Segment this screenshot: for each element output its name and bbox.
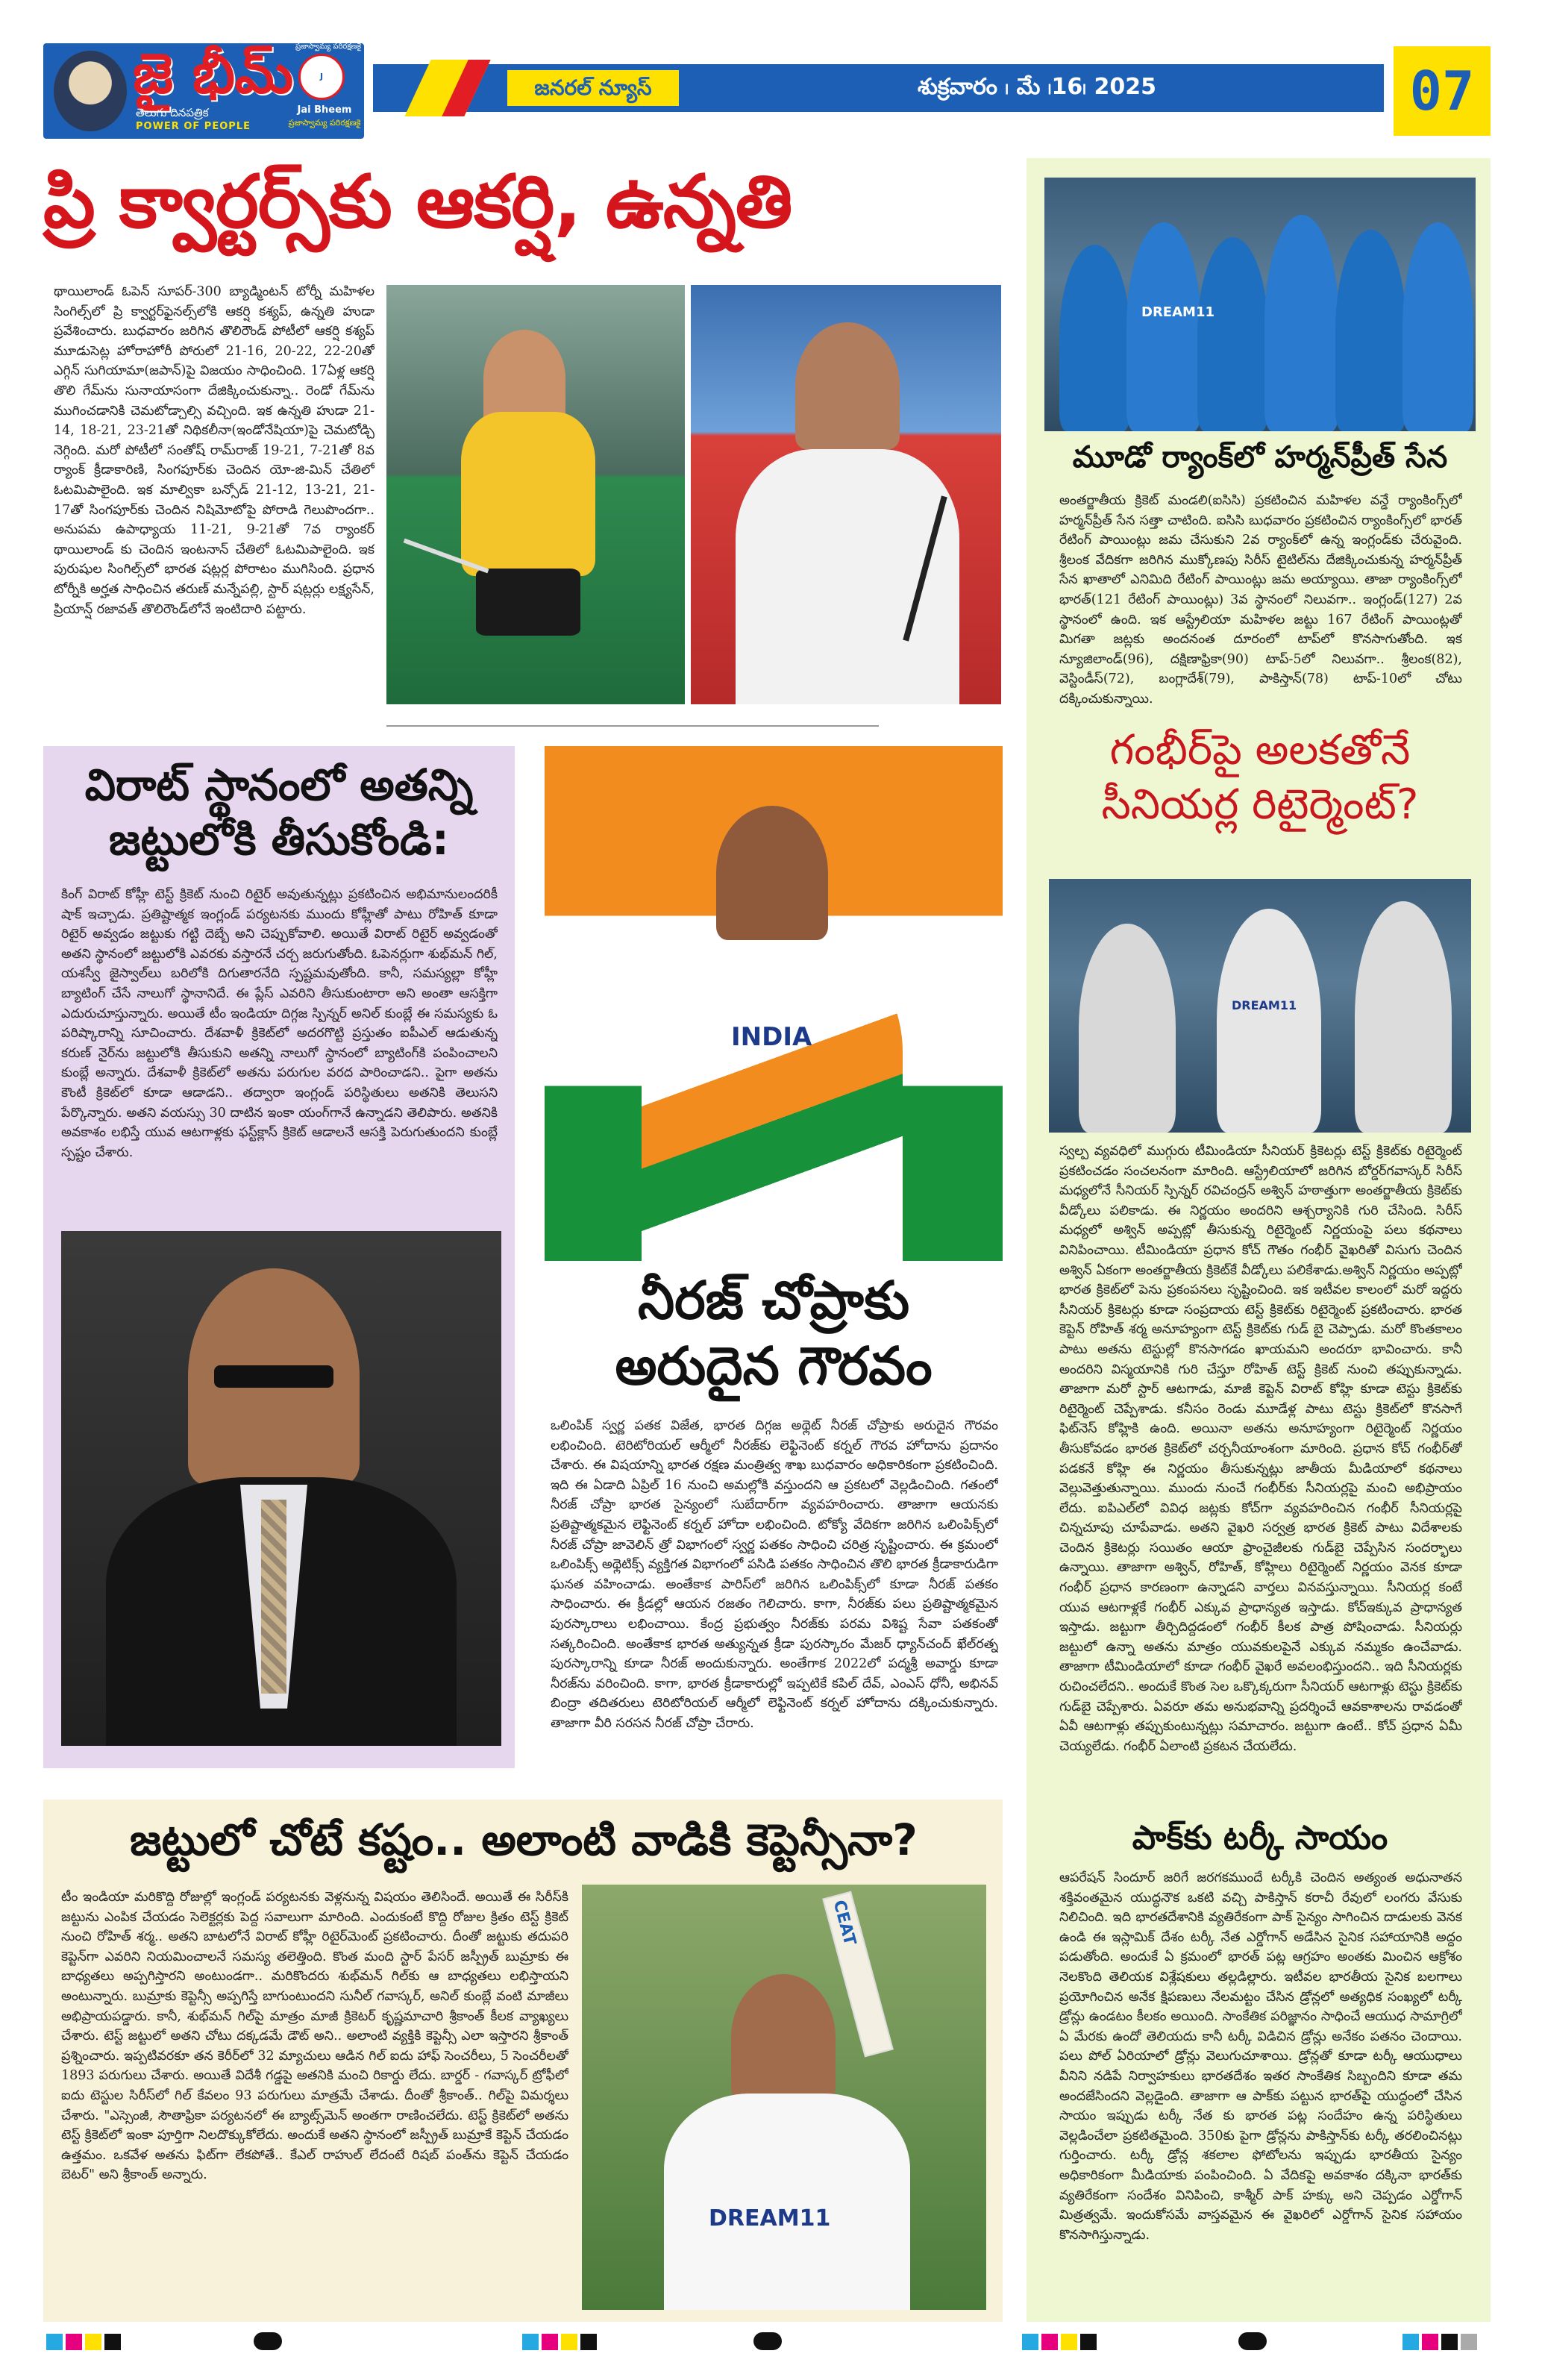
dream11-womens-jersey-label: DREAM11: [1141, 304, 1215, 320]
ceat-bat-label: CEAT: [829, 1898, 859, 1948]
registration-magenta: [1422, 2334, 1438, 2350]
dream11-jersey-label: DREAM11: [709, 2205, 831, 2232]
story2-body: కింగ్ విరాట్ కోహ్లీ టెస్ట్ క్రికెట్ నుంచి రిటైర్ అవుతున్నట్లు ప్రకటించిన అభిమానులందరికీ షాక్ ఇచ్చాడు. ప్రతిష్టాత్మక ఇంగ్లండ్ పర్యటనకు ముందు కోహ్లీతో పాటు రోహిత్ కూడా రిటైర్ అవ్వడం జట్టుకు గట్టి దెబ్బే అని చెప్పుకోవాలి. అయితే విరాట్ రిటైర్ అవ్వడంతో అతని స్థానంలో జట్టులోకి ఎవరకు వస్తారనే చర్చ జరుగుతోంది. ఓపెనర్లుగా శుభ్‌మన్ గిల్, యశస్వీ జైస్వాల్‌లు బరిలోకి దిగుతారనేది స్పష్టమవుతోంది. కానీ, సమస్యల్లా కోహ్లీ బ్యాటింగ్ చేసే నాలుగో స్థానానిదే. ఈ ప్లేస్ ఎవరిని తీసుకుంటారా అని అంతా ఆసక్తిగా ఎదురుచూస్తున్నారు. అయితే టీం ఇండియా దిగ్గజ స్పిన్నర్ అనిల్ కుంబ్లే ఈ సమస్యకు ఓ పరిష్కారాన్ని సూచించారు. దేశవాళీ క్రికెట్‌లో అదరగొట్టి ప్రస్తుతం ఐపీఎల్ ఆడుతున్న కరుణ్ నైర్‌ను జట్టులోకి తీసుకుని అతన్ని నాలుగో స్థానంలో బ్యాటింగ్‌కి పంపించాలని కుంబ్లే అన్నారు. దేశవాళీ క్రికెట్‌లో అతను పరుగుల వరద పారించాడని.. పైగా అతను కౌంటీ క్రికెట్‌లో కూడా ఆడాడని.. తద్వారా ఇంగ్లండ్ పరిస్థితులు అతనికి తెలుసని పేర్కొన్నారు. అతని వయస్సు 30 దాటిన ఇంకా యంగ్‌గానే ఉన్నాడని తెలిపారు. అతనికి అవకాశం లభిస్తే యువ ఆటగాళ్లకు ఫస్ట్‌క్లాస్ క్రికెట్ ఆడాలనే ఆసక్తి పెరుగుతుందని కుంబ్లే స్పష్టం చేశారు.: [61, 887, 498, 1160]
story5-body: అంతర్జాతీయ క్రికెట్ మండలి(ఐసిసి) ప్రకటించిన మహిళల వన్డే ర్యాంకింగ్స్‌లో హర్మన్‌ప్రీత్ సేన సత్తా చాటింది. ఐసిసి బుధవారం ప్రకటించిన ర్యాంకింగ్స్‌లో భారత్ రేటింగ్ పాయింట్లు జమ చేసుకుని 2వ ర్యాంక్‌లో ఉన్న ఇంగ్లండ్‌కు చేరువైంది. శ్రీలంక వేదికగా జరిగిన ముక్కోణపు సిరీస్ టైటిల్‌ను దేజిక్కించుకున్న హర్మన్‌ప్రీత్ సేన ఖాతాలో ఎనిమిది రేటింగ్ పాయింట్లు జమ అయ్యాయి. తాజా ర్యాంకింగ్స్‌లో భారత్(121 రేటింగ్ పాయింట్లు) 3వ స్థానంలో నిలువగా.. ఇంగ్లండ్(127) 2వ స్థానంలో ఉంది. ఇక ఆస్ట్రేలియా మహిళల జట్టు 167 రేటింగ్ పాయింట్లతో మిగతా జట్లకు అందనంత దూరంలో టాప్‌లో కొనసాగుతోంది. ఇక న్యూజిలాండ్(96), దక్షిణాఫ్రికా(90) టాప్-5లో నిలువగా.. శ్రీలంక(82), వెస్టిండీస్(72), బంగ్లాదేశ్(79), పాకిస్తాన్(78) టాప్-10లో చోటు దక్కించుకున్నాయి.: [1059, 493, 1462, 707]
masthead-logo[interactable]: [43, 43, 364, 139]
logo-power-text: POWER OF PEOPLE: [136, 121, 251, 132]
section-label: జనరల్ న్యూస్: [507, 70, 679, 106]
registration-cyan: [522, 2334, 539, 2350]
registration-mark: [254, 2332, 282, 2350]
akarshi-kashyap-photo: [386, 285, 685, 704]
indian-women-team-photo: [1044, 178, 1476, 431]
shubman-gill-photo: [582, 1885, 986, 2310]
registration-magenta: [1041, 2334, 1058, 2350]
registration-mark: [1238, 2332, 1267, 2350]
registration-black: [1080, 2334, 1097, 2350]
issue-date: శుక్రవారం ၊ మే ၊16၊ 2025: [918, 74, 1156, 100]
registration-cyan: [1022, 2334, 1038, 2350]
registration-black: [104, 2334, 121, 2350]
story4-body: టీం ఇండియా మరికొద్ది రోజుల్లో ఇంగ్లండ్ పర్యటనకు వెళ్లనున్న విషయం తెలిసిందే. అయితే ఈ సిరీస్‌కి జట్టును ఎంపిక చేయడం సెలెక్టర్లకు పెద్ద సవాలుగా మారింది. ఎందుకంటే కొద్ది రోజుల క్రితం టెస్ట్ క్రికెట్ నుంచి రోహిత్ శర్మ.. అతని బాటలోనే విరాట్ కోహ్లీ రిటైర్‌మెంట్ ప్రకటించారు. దీంతో జట్టుకు తదుపరి కెప్టెన్‌గా ఎవరిని నియమించాలనే సమస్య తలెత్తింది. కొంత మంది స్టార్ పేసర్ జస్ప్రీత్ బుమ్రాకు ఈ బాధ్యతలు అప్పగిస్తారని అంటుండగా.. మరికొందరు శుభ్‌మన్ గిల్‌కు ఆ బాధ్యతలు లభిస్తాయని అంటున్నారు. బుమ్రాకు కెప్టెన్సీ అప్పగిస్తే బాగుంటుందని సునీల్ గవాస్కర్, అనిల్ కుంబ్లే వంటి మాజీలు అభిప్రాయపడ్డారు. కానీ, శుభ్‌మన్ గిల్‌పై మాత్రం మాజీ క్రికెటర్ కృష్ణమాచారి శ్రీకాంత్ కీలక వ్యాఖ్యలు చేశారు. టెస్ట్ జట్టులో అతని చోటు దక్కడమే డౌట్ అని.. అలాంటి వ్యక్తికి కెప్టెన్సీ ఎలా ఇస్తారని శ్రీకాంత్ ప్రశ్నించారు. ఇప్పటివరకూ తన కెరీర్‌లో 32 మ్యాచులు ఆడిన గిల్ ఐదు హాఫ్ సెంచరీలు, 5 సెంచరీలతో 1893 పరుగులు చేశారు. అయితే విదేశీ గడ్డపై అతనికి మంచి రికార్డు లేదు. బార్డర్ - గవాస్కర్ ట్రోఫీలో ఐదు టెస్టుల సిరీస్‌లో గిల్ కేవలం 93 పరుగులు మాత్రమే చేశాడు. దీంతో శ్రీకాంత్.. గిల్‌పై విమర్శలు చేశారు. "ఎస్సెంజీ, సౌతాఫ్రికా పర్యటనలో ఈ బ్యాట్స్‌మెన్ అంతగా రాణించలేదు. టెస్ట్ క్రికెట్‌లో అతను టెస్ట్ క్రికెట్‌లో ఇంకా పూర్తిగా నిలదొక్కుకోలేదు. అందుకే అతని స్థానంలో జస్ప్రీత్ బుమ్రాకే కెప్టెన్ చేయడం ఉత్తమం. ఒకవేళ అతను ఫిట్‌గా లేకపోతే.. కేఎల్ రాహుల్ లేదంటే రిషబ్ పంత్‌ను కెప్టెన్ చేయడం బెటర్" అని శ్రీకాంత్ అన్నారు.: [61, 1890, 568, 2183]
registration-mark: [753, 2332, 782, 2350]
logo-title: జై భీమ్: [133, 42, 294, 106]
story3-body: ఒలింపిక్ స్వర్ణ పతక విజేత, భారత దిగ్గజ అథ్లెట్ నీరజ్ చోప్రాకు అరుదైన గౌరవం లభించింది. టెరిటోరియల్ ఆర్మీలో నీరజ్‌కు లెఫ్టినెంట్ కర్నల్ గౌరవ హోదాను ప్రదానం చేశారు. ఈ విషయాన్ని భారత రక్షణ మంత్రిత్వ శాఖ బుధవారం అధికారికంగా ప్రకటించింది. ఇది ఈ ఏడాది ఏప్రిల్ 16 నుంచి అమల్లోకి వస్తుందని ఆ ప్రకటలో వెల్లడించింది. గతంలో నీరజ్ చోప్రా భారత సైన్యంలో సుబేదార్‌గా వ్యవహరించారు. తాజాగా ఆయనకు ప్రతిష్టాత్మకమైన లెఫ్టినెంట్ కర్నల్ హోదా లభించింది. టోక్యో వేదికగా జరిగిన ఒలింపిక్స్‌లో నీరజ్ చోప్రా జావెలిన్ త్రో విభాగంలో స్వర్ణ పతకం సాధించి చరిత్ర సృష్టించారు. ఈ క్రమంలో ఒలింపిక్స్ అథ్లెటిక్స్ వ్యక్తిగత విభాగంలో పసిడి పతకం సాధించిన తొలి భారత క్రీడాకారుడిగా ఘనత వహించాడు. అంతేకాక పారిస్‌లో జరిగిన ఒలింపిక్స్‌లో కూడా నీరజ్ పతకం సాధించారు. ఈ క్రీడల్లో ఆయన రజతం గెలిచారు. కాగా, నీరజ్‌కు పలు ప్రతిష్టాత్మకమైన పురస్కారాలు లభించాయి. కేంద్ర ప్రభుత్వం నీరజ్‌కు పరమ విశిష్ట సేవా పతకంతో సత్కరించింది. అంతేకాక భారత అత్యున్నత క్రీడా పురస్కారం మేజర్ ధ్యాన్‌చంద్ ఖేల్‌రత్న పురస్కారాన్ని కూడా నీరజ్ అందుకున్నారు. అంతేగాక 2022లో పద్మశ్రీ అవార్డు కూడా నీరజ్‌ను వరించింది. కాగా, భారత క్రీడాకారుల్లో ఇప్పటికే కపిల్ దేవ్, ఎంఎస్ ధోనీ, అభినవ్ బింద్రా తదితరులు టెరిటోరియల్ ఆర్మీలో లెఫ్టినెంట్ కర్నల్ హోదాను దక్కించుకున్నారు. తాజాగా వీరి సరసన నీరజ్ చోప్రా చేరారు.: [551, 1418, 998, 1731]
story4-headline[interactable]: జట్టులో చోటే కష్టం.. అలాంటి వాడికి కెప్టెన్సీనా?: [130, 1814, 918, 1865]
unnati-hooda-photo: [691, 285, 1001, 704]
badge-subtext: ప్రజాస్వామ్య పరిరక్షణకై: [288, 118, 361, 128]
badge-top-text: ప్రజాస్వామ్య పరిరక్షణకై: [295, 43, 362, 51]
neeraj-chopra-photo: [545, 746, 1003, 1261]
registration-yellow: [561, 2334, 577, 2350]
dream11-team-jersey-label: DREAM11: [1232, 998, 1297, 1012]
registration-cyan: [1402, 2334, 1419, 2350]
registration-gray: [1461, 2334, 1477, 2350]
story3-headline[interactable]: [545, 1268, 1003, 1399]
story2-headline[interactable]: విరాట్ స్థానంలో అతన్ని జట్టులోకి తీసుకోండి:: [84, 760, 474, 865]
registration-magenta: [542, 2334, 558, 2350]
divider-line: [386, 725, 879, 727]
registration-cyan: [46, 2334, 63, 2350]
gambhir-rohit-kohli-photo: [1049, 879, 1471, 1133]
registration-black: [580, 2334, 597, 2350]
story6-body: స్వల్ప వ్యవధిలో ముగ్గురు టీమిండియా సీనియర్ క్రికెటర్లు టెస్ట్ క్రికెట్‌కు రిటైర్మెంట్ ప్రకటించడం సంచలనంగా మారింది. ఆస్ట్రేలియాలో జరిగిన బోర్డర్‌గవాస్కర్ సిరీస్ మధ్యలోనే సీనియర్ స్పిన్నర్ రవిచంద్రన్ అశ్విన్ హఠాత్తుగా అంతర్జాతీయ క్రికెట్‌కు వీడ్కోలు పలికాడు. ఈ నిర్ణయం అందరిని ఆశ్చర్యానికి గురి చేసింది. సిరీస్ మధ్యలో అశ్విన్ అప్పట్లో తీసుకున్న రిటైర్మెంట్ నిర్ణయంపై పలు కథనాలు వినిపించాయి. టీమిండియా ప్రధాన కోచ్ గౌతం గంభీర్ వైఖరితో విసుగు చెందిన అశ్విన్ ఏకంగా అంతర్జాతీయ క్రికెట్‌కే వీడ్కోలు పలికేశాడు.అశ్విన్ నిర్ణయం అప్పట్లో భారత క్రికెట్‌లో పెను ప్రకంపనలు సృష్టించింది. ఇక ఇటీవల కాలంలో మరో ఇద్దరు సీనియర్ క్రికెటర్లు కూడా సంప్రదాయ టెస్ట్ క్రికెట్‌కు రిటైర్మెంట్ ప్రకటించారు. భారత కెప్టెన్ రోహిత్ శర్మ అనూహ్యంగా టెస్ట్ క్రికెట్‌కు గుడ్ బై చెప్పాడు. మరో కొంతకాలం పాటు అతను టెస్టుల్లో కొనసాగడం ఖాయమని అందరూ భావించారు. కానీ అందరిని విస్మయానికి గురి చేస్తూ రోహిత్ టెస్ట్ క్రికెట్ నుంచి తప్పుకున్నాడు. తాజాగా మరో స్టార్ ఆటగాడు, మాజీ కెప్టెన్ విరాట్ కోహ్లి కూడా టెస్టు క్రికెట్‌కు రిటైర్మెంట్ చెప్పేశాడు. కనీసం రెండు మూడేళ్ల పాటు టెస్టు క్రికెట్‌లో కొనసాగే ఫిట్‌నెస్ కోహ్లికి ఉంది. అయినా అతను అనూహ్యంగా రిటైర్మెంట్ నిర్ణయం తీసుకోవడం భారత క్రికెట్‌లో చర్చనీయాంశంగా మారింది. ప్రధాన కోచ్ గంభీర్‌తో పడకనే కోహ్లి ఈ నిర్ణయం తీసుకున్నట్లు జాతీయ మీడియాలో కథనాలు వెల్లువెత్తుతున్నాయి. ముందు నుంచే గంభీర్‌కు సీనియర్లపై మంచి అభిప్రాయం లేదు. ఐపిఎల్‌లో వివిధ జట్లకు కోచ్‌గా వ్యవహరించిన గంభీర్ సీనియర్లపై చిన్నచూపు చూపేవాడు. అతని వైఖరి సర్వత్ర భారత క్రికెట్ పాటు విదేశాలకు చెందిన క్రికెటర్లు సయితం ఆయా ఫ్రాంచైజీలకు గుడ్‌బై చెప్పేసిన సందర్భాలు ఉన్నాయి. తాజాగా అశ్విన్, రోహిత్, కోహ్లిలు రిటైర్మెంట్ నిర్ణయం వెనక కూడా గంభీర్ ప్రధాన కారణంగా ఉన్నాడని వార్తలు వినవస్తున్నాయి. సీనియర్ల కంటే యువ ఆటగాళ్లకే గంభీర్ ఎక్కువ ప్రాధాన్యత ఇస్తాడు. కోచ్‌ఇక్కువ ప్రాధాన్యత ఇస్తాడు. జట్టుగా తీర్చిదిద్దడంలో గంభీర్ కీలక పాత్ర పోషించాడు. సీనియర్లు జట్టులో ఉన్నా అతను మాత్రం యువకులపైనే ఎక్కువ నమ్మకం ఉంచేవాడు. తాజాగా టీమిండియాలో కూడా గంభీర్ వైఖరే అవలంభిస్తుందని.. ఇది సీనియర్లకు రుచించలేదని.. అందుకే కొంత సెల ఒక్కొక్కరుగా సీనియర్ ఆటగాళ్లు టెస్టు క్రికెట్‌కు గుడ్‌బై చెప్పేశారు. ఏవరూ తమ అనుభవాన్ని ప్రదర్శించే ఆవకాశాలను రావడంతో ఏవీ ఆటగాళ్లు తప్పుకుంటున్నట్లు సమాచారం. జట్టుగా ఉంటే.. కోచ్ ప్రధాన ఏమీ చెయ్యలేడు. గంభీర్ ఏలాంటి ప్రకటన చేయలేదు.: [1059, 1144, 1462, 1754]
story7-headline[interactable]: పాక్‌కు టర్కీ సాయం: [1132, 1819, 1388, 1857]
ambedkar-portrait-icon: [54, 51, 127, 131]
anil-kumble-photo: [61, 1231, 501, 1746]
story7-body: ఆపరేషన్ సిందూర్ జరిగే జరగకముందే టర్కీకి చెందిన అత్యంత అధునాతన శక్తివంతమైన యుద్ధనౌక ఒకటి వచ్చి పాకిస్తాన్ కరాచీ రేవులో లంగరు వేసుకు నిలిచింది. ఇది భారతదేశానికి వ్యతిరేకంగా పాక్ సైన్యం సాగించిన దాడులకు వెనక ఉండి ఈ ఇస్లామిక్ దేశం టర్కీ నేత ఎర్డోగాన్ అడేసిన సైనిక సహాయానికి అద్దం పడుతోంది. అందుకే ఏ క్రమంలో భారత్ పట్ల ఆగ్రహం అంతకు మించిన ఆక్రోశం నెలకొంది తెలియక విశ్లేషకులు తల్లడిల్లారు. ఇటీవల భారతీయ సైనిక బలగాలు ప్రయోగించిన అనేక క్షిపణులు నేలమట్టం చేసిన డ్రోన్లలో అత్యధిక సంఖ్యలో టర్కీ డ్రోన్లు ఉండటం కీలకం అయింది. సాంకేతిక పరిజ్ఞానం సాధించే ఆయుధ సామాగ్రిలో ఏ మేరకు ఉందో తెలియదు కానీ టర్కీ విడిచిన డ్రోన్లు అనేకం పతనం చెందాయి. పలు పోల్ ఏరియాలో డ్రోన్లు వెలుగుచూశాయి. డ్రోన్లతో కూడా టర్కీ ఆయుధాలు వీనిని నడిపే నిర్వాహకులు భారతదేశం ఇతర సాంకేతిక సిబ్బందిని కూడా తమ అందజేసిందని వెల్లడైంది. తాజాగా ఆ పాక్‌కు పట్టున భారత్‌పై యుద్ధంలో చేసిన సాయం ఇప్పుడు టర్కీ నేత కు భారత పట్ల సందేహం ఉన్న పరిస్థితులు వెల్లడించేలా ప్రకటితమైంది. 350కు పైగా డ్రోన్లను పాకిస్తాన్‌కు టర్కీ తరలించినట్లు గుర్తించారు. టర్కీ డ్రోన్ల శకలాల ఫోటోలను ఇప్పుడు భారతీయ సైన్యం అధికారికంగా మీడియాకు పంపించింది. ఏ వేదికపై అవకాశం దక్కినా భారత్‌కు వ్యతిరేకంగా సందేశం వినిపించి, కాశ్మీర్ పాక్ హక్కు అని చెప్పడం ఎర్డోగాన్ మిత్రత్వమే. ఇందుకోసమే వాస్తవమైన ఈ వైఖరిలో ఎర్డోగాన్ సైనిక సహాయం కొనసాగిస్తున్నాడు.: [1059, 1870, 1462, 2243]
story3-headline-line1: నీరజ్ చోప్రాకు: [637, 1270, 910, 1331]
jai-bheem-badge-icon: J: [298, 54, 345, 100]
page-number: 07: [1394, 46, 1491, 136]
registration-yellow: [1061, 2334, 1077, 2350]
badge-label: Jai Bheem: [297, 104, 352, 116]
story3-headline-line2: అరుదైన గౌరవం: [615, 1335, 933, 1397]
story5-headline[interactable]: మూడో ర్యాంక్‌లో హర్మన్‌ప్రీత్ సేన: [1072, 440, 1448, 475]
registration-yellow: [85, 2334, 101, 2350]
story1-body: థాయిలాండ్ ఓపెన్ సూపర్-300 బ్యాడ్మింటన్ టోర్నీ మహిళల సింగిల్స్‌లో ప్రి క్వార్టర్‌ఫైనల్స్‌లోకి ఆకర్షి కశ్యప్, ఉన్నతి హుడా ప్రవేశించారు. బుధవారం జరిగిన తొలిరౌండ్ పోటీలో ఆకర్షి కశ్యప్ మూడుసెట్ల హోరాహోరీ పోరులో 21-16, 20-22, 22-20తో ఎగ్గిన్ సుగియామా(జపాన్)పై విజయం సాధించింది. 17ఏళ్ల ఆకర్షి తొలి గేమ్‌ను సునాయాసంగా దేజిక్కించుకున్నా.. రెండో గేమ్‌ను ముగించడానికి చెమటోడ్చాల్సి వచ్చింది. ఇక ఉన్నతి హుడా 21-14, 18-21, 23-21తో నిథికలీనా(ఇండోనేషియా)పై చెమటోడ్చి నెగ్గింది. మరో పోటీలో సంతోష్ రామ్‌రాజ్ 19-21, 7-21తో 8వ ర్యాంక్ క్రీడాకారిణి, సింగపూర్‌కు చెందిన యో-జి-మిన్ చేతిలో ఓటమిపాలైంది. ఇక మాల్వికా బన్సోడ్ 21-12, 13-21, 21-17తో సింగపూర్‌కు చెందిన నిషిమోటోపై పోరాడి గెలుపొందగా.. అనుపమ ఉపాధ్యాయ 11-21, 9-21తో 7వ ర్యాంకర్ థాయిలాండ్ కు చెందిన ఇంటనాన్ చేతిలో ఓటమిపాలైంది. ఇక పురుషుల సింగిల్స్‌లో భారత షట్లర్ల పోరాటం ముగిసింది. ప్రధాన టోర్నీకి అర్హత సాధించిన తరుణ్ మన్నేపల్లి, స్టార్ షట్లర్లు లక్ష్యసేన్, ప్రియాన్ష్ రజావత్ తొలిరౌండ్‌లోనే ఇంటిదారి పట్టారు.: [54, 284, 374, 617]
logo-tagline: తెలుగు దినపత్రిక: [136, 106, 209, 119]
story6-headline[interactable]: గంభీర్‌పై అలకతోనే సీనియర్ల రిటైర్మెంట్?: [1101, 726, 1419, 829]
india-jersey-label: INDIA: [731, 1022, 812, 1052]
registration-magenta: [66, 2334, 82, 2350]
story1-headline[interactable]: ప్రి క్వార్టర్స్‌కు ఆకర్షి, ఉన్నతి: [43, 160, 792, 245]
registration-black: [1441, 2334, 1458, 2350]
